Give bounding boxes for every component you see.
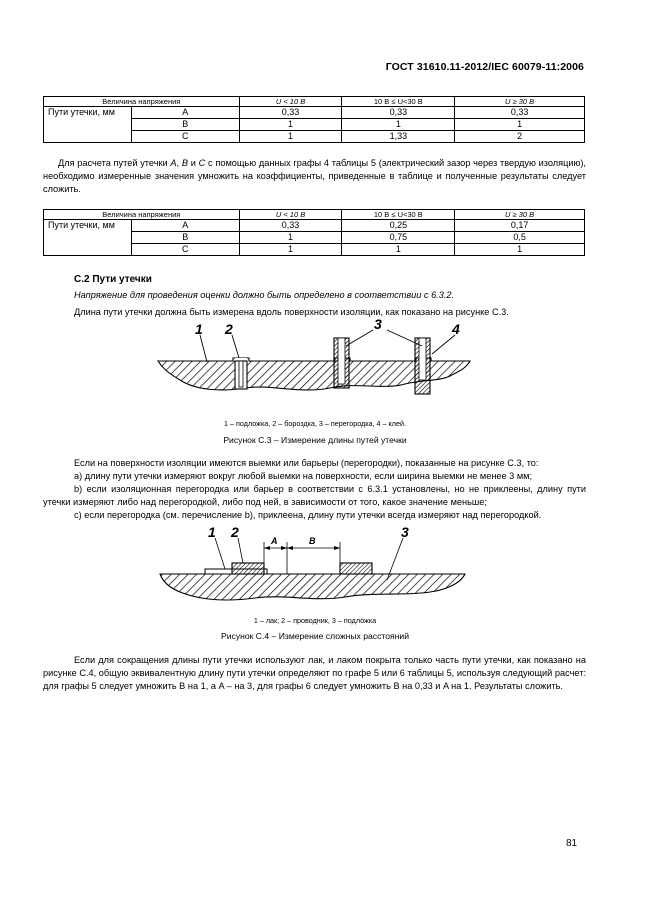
- value-cell: 1: [455, 244, 585, 256]
- fig3-label-4: 4: [452, 321, 460, 337]
- value-cell: 2: [455, 131, 585, 143]
- table-header-cell: U < 10 В: [239, 97, 342, 107]
- value-cell: 1: [342, 119, 455, 131]
- p1-var-c: C: [198, 158, 206, 168]
- table-header-cell: U ≥ 30 В: [455, 210, 585, 220]
- conductor-right: [340, 563, 372, 574]
- row-label: Пути утечки, мм: [44, 220, 132, 256]
- p2-item-a: a) длину пути утечки измеряют вокруг любой выемки на поверхности, если ширина выемки не менее 3 мм;: [74, 471, 533, 481]
- table-header-cell: Величина напряжения: [44, 210, 240, 220]
- figure4-legend: 1 – лак; 2 – проводник, 3 – подложка: [253, 616, 377, 625]
- category-cell: C: [131, 244, 239, 256]
- table-header-cell: U < 10 В: [239, 210, 342, 220]
- table-header-cell: U ≥ 30 В: [455, 97, 585, 107]
- value-cell: 1,33: [342, 131, 455, 143]
- page-number: 81: [566, 838, 578, 849]
- table-row: [44, 107, 585, 119]
- p1-start: Для расчета путей утечки: [58, 158, 168, 168]
- section-intro: Длина пути утечки должна быть измерена вдоль поверхности изоляции, как показано на рисунке С.3.: [74, 307, 509, 317]
- figure4-caption: Рисунок С.4 – Измерение сложных расстояний: [220, 631, 410, 641]
- value-cell: 0,33: [239, 220, 342, 232]
- barrier-glued-gap: [419, 338, 426, 380]
- table-header-cell: 10 В ≤ U<30 В: [342, 210, 455, 220]
- category-cell: B: [131, 232, 239, 244]
- category-cell: B: [131, 119, 239, 131]
- fig3-label-2: 2: [225, 321, 233, 337]
- value-cell: 0,33: [455, 107, 585, 119]
- figure-c3: [150, 318, 480, 400]
- barrier-gap: [338, 338, 345, 384]
- document-header: ГОСТ 31610.11-2012/IEC 60079-11:2006: [385, 61, 584, 73]
- italic-note: Напряжение для проведения оценки должно быть определено в соответствии с 6.3.2.: [74, 290, 455, 300]
- table-header-row: [44, 97, 585, 107]
- fig4-label-3: 3: [401, 524, 409, 540]
- p1-var-a: A: [170, 158, 177, 168]
- p1-rest: с помощью данных графы 4 таблицы 5 (электрический зазор через твердую изоляцию), необходимо измеренные значения умножить на коэффициенты, приведенные в таблице и полученные результаты следует сложить.: [43, 158, 586, 194]
- value-cell: 0,25: [342, 220, 455, 232]
- value-cell: 1: [342, 244, 455, 256]
- value-cell: 1: [455, 119, 585, 131]
- value-cell: 1: [239, 244, 342, 256]
- p1-sep: ,: [176, 158, 180, 168]
- paragraph-barriers: [43, 457, 586, 522]
- fig4-label-2: 2: [231, 524, 239, 540]
- fig3-label-3: 3: [374, 318, 382, 332]
- category-cell: A: [131, 107, 239, 119]
- groove-inner: [239, 361, 243, 387]
- category-cell: C: [131, 131, 239, 143]
- paragraph-coefficients: [43, 157, 586, 196]
- figure3-caption: Рисунок С.3 – Измерение длины путей утечки: [223, 435, 407, 445]
- row-label: Пути утечки, мм: [44, 107, 132, 143]
- figure3-legend: 1 – подложка, 2 – бороздка, 3 – перегородка, 4 – клей.: [224, 419, 406, 428]
- conductor-left: [232, 563, 264, 574]
- category-cell: A: [131, 220, 239, 232]
- table-row: [44, 220, 585, 232]
- table-header-cell: 10 В ≤ U<30 В: [342, 97, 455, 107]
- value-cell: 1: [239, 131, 342, 143]
- value-cell: 1: [239, 119, 342, 131]
- value-cell: 0,75: [342, 232, 455, 244]
- coefficient-table-1: [43, 96, 585, 143]
- fig4-label-1: 1: [208, 524, 216, 540]
- p2-item-c: c) если перегородка (см. перечисление b), приклеена, длину пути утечки всегда измеряют над перегородкой.: [74, 510, 542, 520]
- value-cell: 0,5: [455, 232, 585, 244]
- table-header-cell: Величина напряжения: [44, 97, 240, 107]
- value-cell: 0,33: [239, 107, 342, 119]
- fig4-dim-a: A: [271, 536, 278, 546]
- section-heading: С.2 Пути утечки: [74, 274, 152, 285]
- fig4-dim-b: B: [309, 536, 316, 546]
- value-cell: 1: [239, 232, 342, 244]
- figure-c4: [155, 522, 475, 610]
- value-cell: 0,17: [455, 220, 585, 232]
- value-cell: 0,33: [342, 107, 455, 119]
- coefficient-table-2: [43, 209, 585, 256]
- p1-var-b: B: [181, 158, 188, 168]
- paragraph-lacquer: Если для сокращения длины пути утечки используют лак, и лаком покрыта только часть пути утечки, как показано на рисунке С.4, общую эквивалентную длину пути утечки определяют по графе 5 или 6 таблицы 5, используя следующий расчет: для графы 5 следует умножить B на 1, а A – на 3, для графы 6 следует умножить B на 0,33 и A на 1. Результаты сложить.: [43, 655, 586, 691]
- fig3-label-1: 1: [195, 321, 203, 337]
- p2-item-b: b) если изоляционная перегородка или барьер в соответствии с 6.3.1 установлены, но не приклеены, длину пути утечки измеряют либо над перегородкой, либо под ней, в зависимости от того, какое значение меньше;: [43, 484, 586, 507]
- p1-and: и: [190, 158, 196, 168]
- substrate-shape: [160, 574, 465, 600]
- p2-intro: Если на поверхности изоляции имеются выемки или барьеры (перегородки), показанные на рисунке С.3, то:: [74, 458, 539, 468]
- table-header-row: [44, 210, 585, 220]
